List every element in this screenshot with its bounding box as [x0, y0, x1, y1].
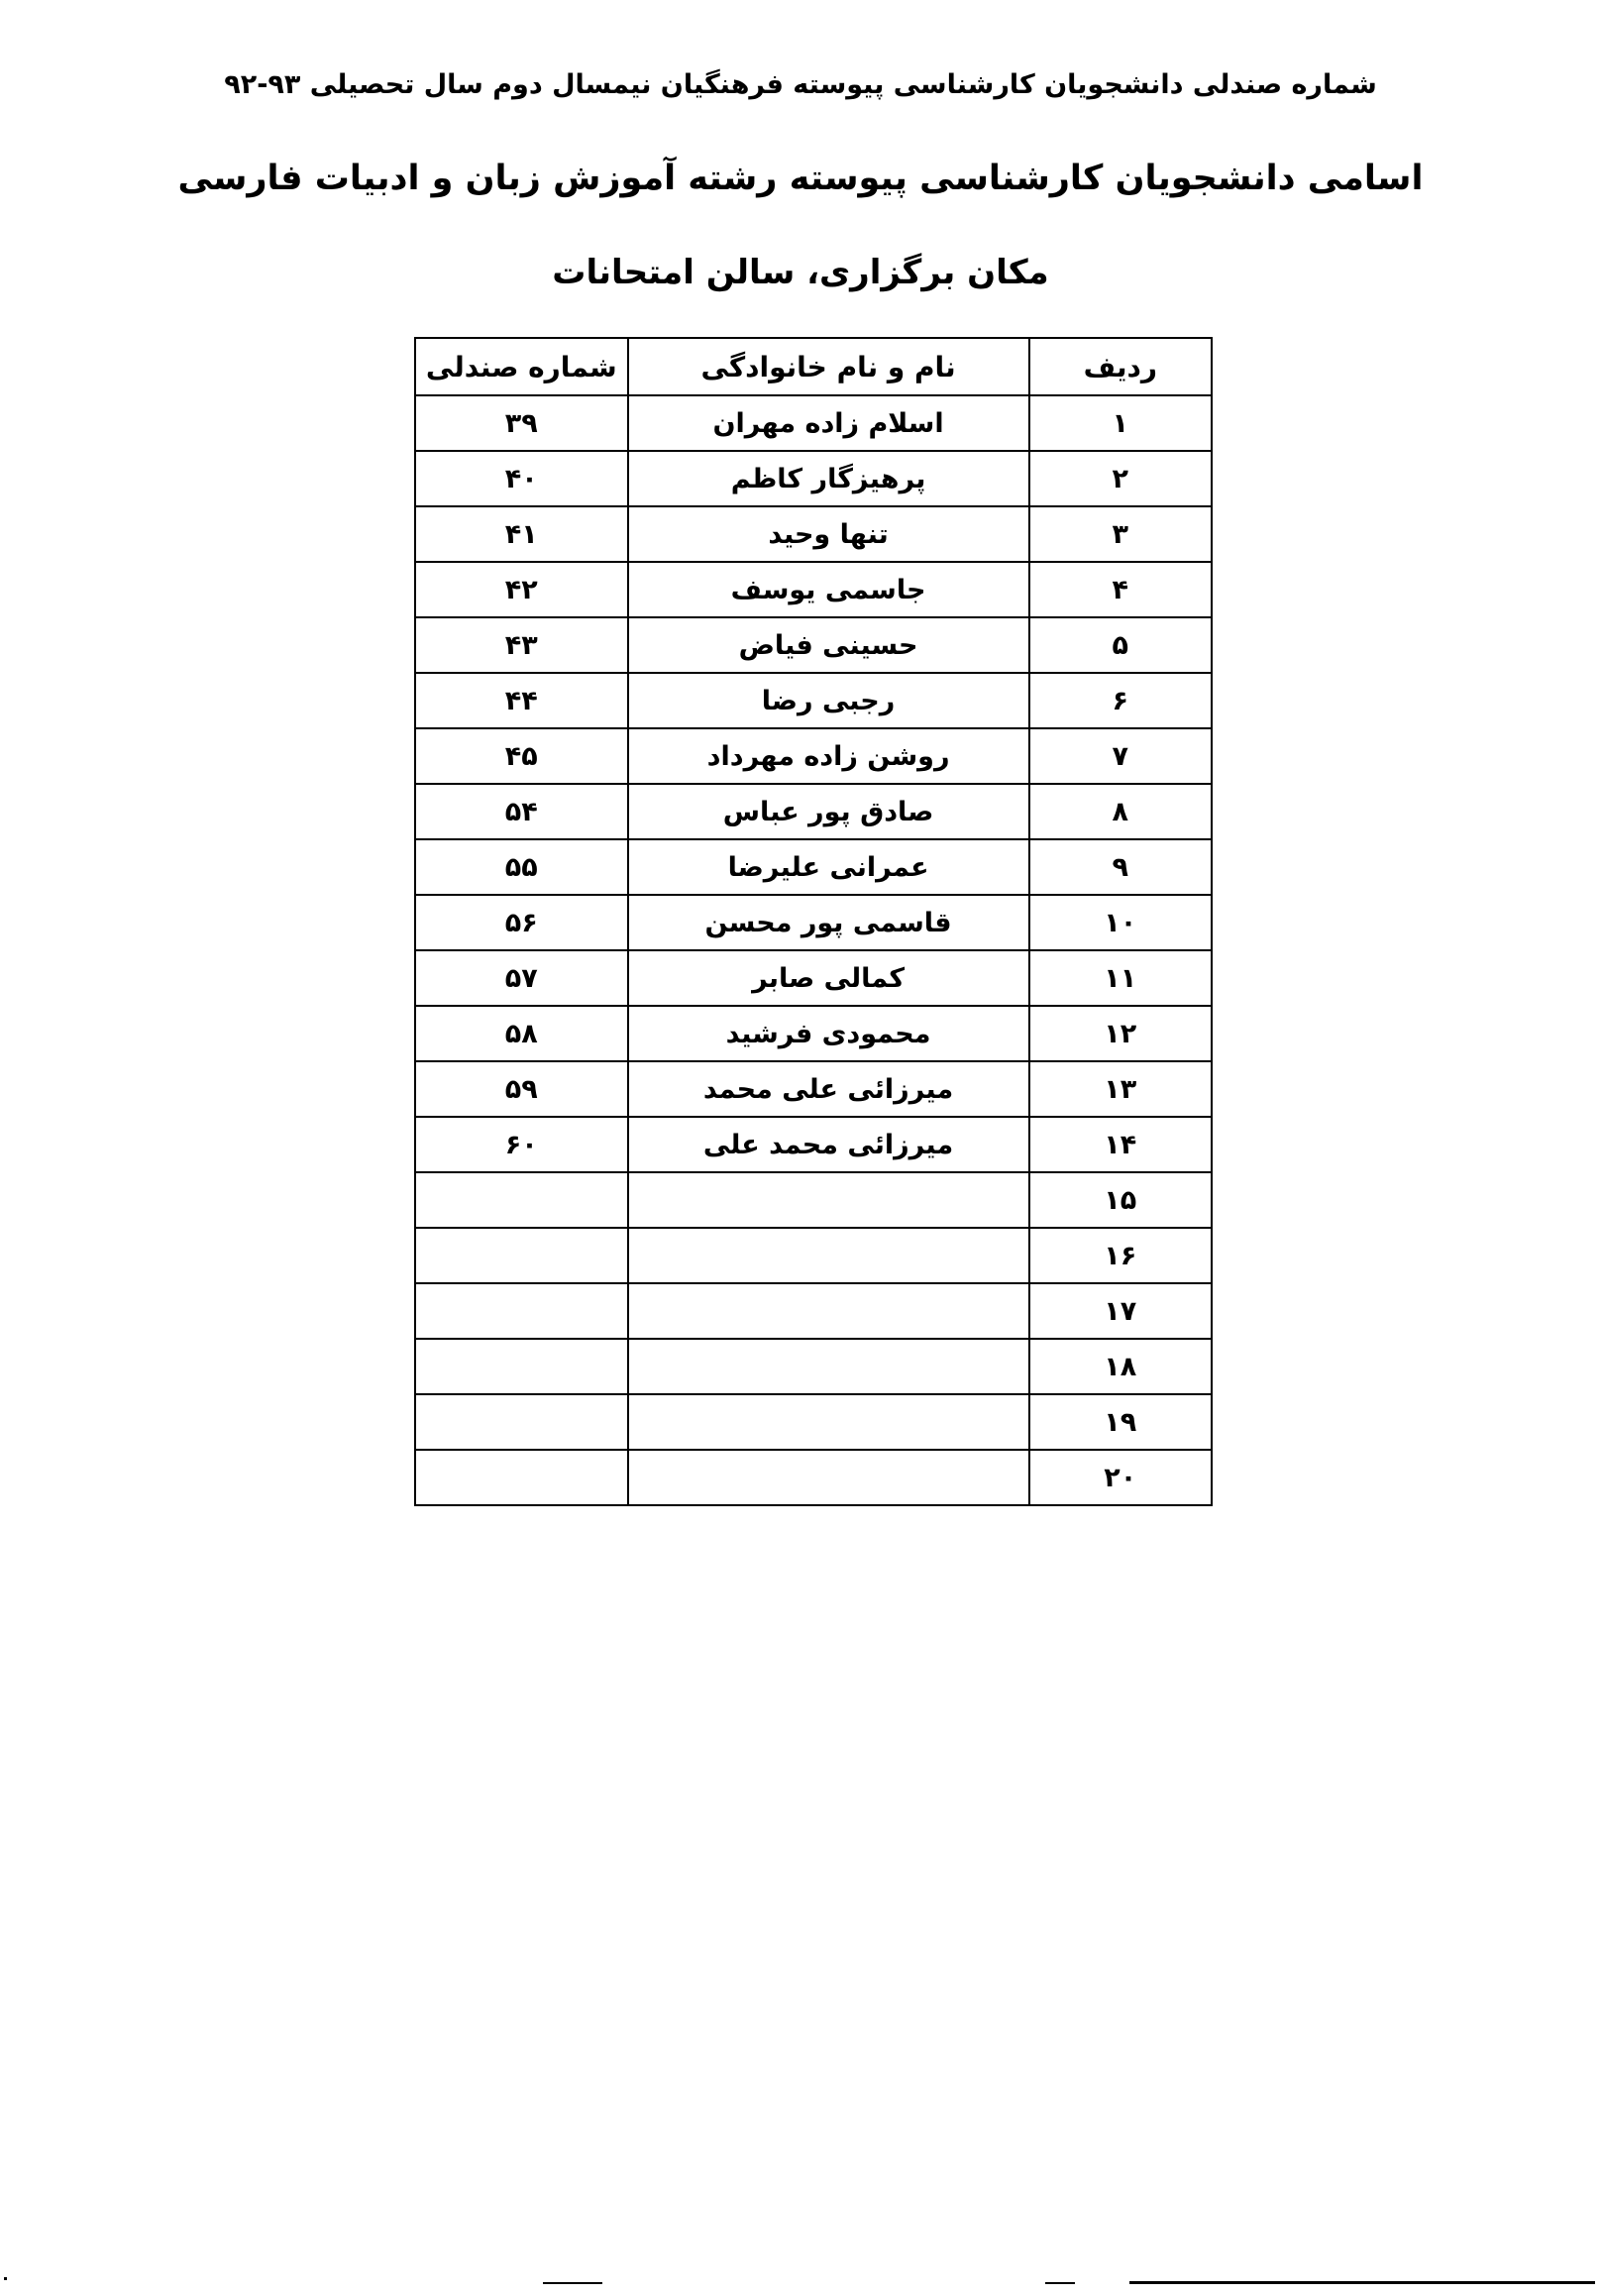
scan-artifact-line [1129, 2281, 1595, 2284]
student-name-cell: عمرانی علیرضا [628, 839, 1029, 895]
seat-number-cell: ۴۵ [415, 728, 628, 784]
seat-number-cell [415, 1339, 628, 1394]
document-subtitle: شماره صندلی دانشجویان کارشناسی پیوسته فرهنگیان نیمسال دوم سال تحصیلی ۹۳-۹۲ [224, 69, 1377, 100]
row-number-cell: ۲۰ [1029, 1450, 1212, 1505]
student-name-cell: رجبی رضا [628, 673, 1029, 728]
seat-number-cell: ۶۰ [415, 1117, 628, 1172]
seat-number-cell [415, 1283, 628, 1339]
student-name-cell [628, 1339, 1029, 1394]
row-number-cell: ۱۷ [1029, 1283, 1212, 1339]
seat-number-cell: ۴۱ [415, 506, 628, 562]
table-row [415, 617, 1212, 673]
row-number-cell: ۹ [1029, 839, 1212, 895]
table-row [415, 1006, 1212, 1061]
table-row [415, 1339, 1212, 1394]
row-number-cell: ۳ [1029, 506, 1212, 562]
student-name-cell: کمالی صابر [628, 950, 1029, 1006]
student-name-cell: صادق پور عباس [628, 784, 1029, 839]
seat-number-cell: ۵۸ [415, 1006, 628, 1061]
row-number-cell: ۲ [1029, 451, 1212, 506]
seat-assignment-table [414, 337, 1213, 1506]
table-row [415, 1228, 1212, 1283]
student-name-cell: حسینی فیاض [628, 617, 1029, 673]
seat-number-cell: ۴۰ [415, 451, 628, 506]
table-row [415, 895, 1212, 950]
column-header-seat-number: شماره صندلی [415, 338, 628, 395]
table-body [415, 395, 1212, 1505]
seat-number-cell [415, 1394, 628, 1450]
table-row [415, 728, 1212, 784]
row-number-cell: ۱۳ [1029, 1061, 1212, 1117]
seat-number-cell: ۴۳ [415, 617, 628, 673]
table-row [415, 1394, 1212, 1450]
student-name-cell: میرزائی علی محمد [628, 1061, 1029, 1117]
student-name-cell: محمودی فرشید [628, 1006, 1029, 1061]
table-row [415, 673, 1212, 728]
seat-number-cell: ۴۲ [415, 562, 628, 617]
row-number-cell: ۱۶ [1029, 1228, 1212, 1283]
row-number-cell: ۱ [1029, 395, 1212, 451]
student-name-cell: روشن زاده مهرداد [628, 728, 1029, 784]
row-number-cell: ۱۵ [1029, 1172, 1212, 1228]
row-number-cell: ۵ [1029, 617, 1212, 673]
seat-number-cell [415, 1228, 628, 1283]
table-row [415, 1450, 1212, 1505]
table-header-row [415, 338, 1212, 395]
column-header-full-name: نام و نام خانوادگی [628, 338, 1029, 395]
exam-location: مکان برگزاری، سالن امتحانات [552, 253, 1049, 292]
table-row [415, 451, 1212, 506]
row-number-cell: ۱۸ [1029, 1339, 1212, 1394]
student-name-cell [628, 1228, 1029, 1283]
table-row [415, 395, 1212, 451]
table-row [415, 1283, 1212, 1339]
column-header-row-number: ردیف [1029, 338, 1212, 395]
row-number-cell: ۸ [1029, 784, 1212, 839]
seat-number-cell [415, 1172, 628, 1228]
document-title: اسامی دانشجویان کارشناسی پیوسته رشته آموزش زبان و ادبیات فارسی [177, 159, 1424, 198]
row-number-cell: ۱۲ [1029, 1006, 1212, 1061]
row-number-cell: ۱۰ [1029, 895, 1212, 950]
table-row [415, 1117, 1212, 1172]
student-name-cell: اسلام زاده مهران [628, 395, 1029, 451]
student-name-cell [628, 1450, 1029, 1505]
student-name-cell: قاسمی پور محسن [628, 895, 1029, 950]
seat-number-cell: ۴۴ [415, 673, 628, 728]
row-number-cell: ۱۴ [1029, 1117, 1212, 1172]
table-row [415, 506, 1212, 562]
scan-artifact-dot [4, 2277, 7, 2280]
table-row [415, 950, 1212, 1006]
seat-number-cell: ۵۴ [415, 784, 628, 839]
seat-number-cell: ۵۷ [415, 950, 628, 1006]
seat-number-cell: ۵۵ [415, 839, 628, 895]
table-row [415, 1061, 1212, 1117]
student-name-cell: جاسمی یوسف [628, 562, 1029, 617]
student-name-cell: میرزائی محمد علی [628, 1117, 1029, 1172]
seat-number-cell [415, 1450, 628, 1505]
student-name-cell [628, 1394, 1029, 1450]
seat-number-cell: ۵۶ [415, 895, 628, 950]
table-row [415, 839, 1212, 895]
student-name-cell [628, 1283, 1029, 1339]
scan-artifact-dash [1045, 2282, 1075, 2284]
student-name-cell [628, 1172, 1029, 1228]
row-number-cell: ۷ [1029, 728, 1212, 784]
row-number-cell: ۱۹ [1029, 1394, 1212, 1450]
student-name-cell: تنها وحید [628, 506, 1029, 562]
row-number-cell: ۶ [1029, 673, 1212, 728]
scan-artifact-dash [543, 2282, 602, 2284]
table-row [415, 1172, 1212, 1228]
row-number-cell: ۱۱ [1029, 950, 1212, 1006]
student-name-cell: پرهیزگار کاظم [628, 451, 1029, 506]
seat-number-cell: ۳۹ [415, 395, 628, 451]
seat-number-cell: ۵۹ [415, 1061, 628, 1117]
table-row [415, 562, 1212, 617]
row-number-cell: ۴ [1029, 562, 1212, 617]
table-row [415, 784, 1212, 839]
